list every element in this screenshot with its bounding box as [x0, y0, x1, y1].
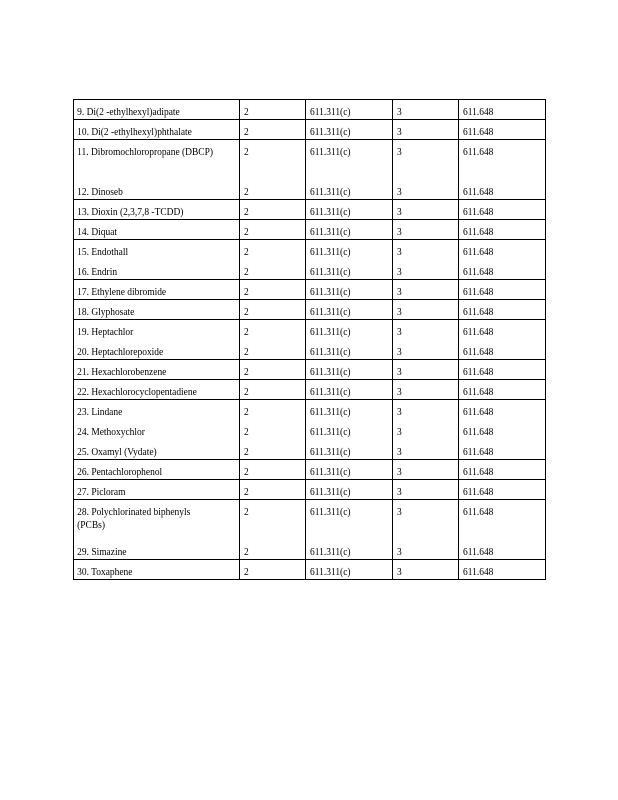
section-ref-cell: 611.311(c) [306, 540, 384, 560]
level-cell: 3 [393, 460, 452, 480]
substance-name-cell: 27. Picloram [74, 480, 223, 500]
phase-cell: 2 [240, 560, 299, 580]
method-ref-cell: 611.648 [459, 420, 537, 440]
level-cell: 3 [393, 200, 452, 220]
section-ref-cell: 611.311(c) [306, 560, 384, 580]
section-ref-cell: 611.311(c) [306, 100, 384, 120]
table-row [74, 440, 546, 460]
level-cell: 3 [393, 440, 452, 460]
substance-name-cell: 25. Oxamyl (Vydate) [74, 440, 223, 460]
level-cell: 3 [393, 220, 452, 240]
table-row [74, 540, 546, 560]
phase-cell: 2 [240, 320, 299, 340]
table-row [74, 380, 546, 400]
table-row [74, 560, 546, 580]
method-ref-cell: 611.648 [459, 380, 537, 400]
level-cell: 3 [393, 480, 452, 500]
table-row [74, 500, 546, 540]
method-ref-cell: 611.648 [459, 200, 537, 220]
section-ref-cell: 611.311(c) [306, 220, 384, 240]
section-ref-cell: 611.311(c) [306, 340, 384, 360]
phase-cell: 2 [240, 300, 299, 320]
substance-name-cell: 13. Dioxin (2,3,7,8 -TCDD) [74, 200, 223, 220]
level-cell: 3 [393, 100, 452, 120]
level-cell: 3 [393, 260, 452, 280]
table-row [74, 260, 546, 280]
level-cell: 3 [393, 140, 452, 180]
table-row [74, 120, 546, 140]
level-cell: 3 [393, 240, 452, 260]
method-ref-cell: 611.648 [459, 460, 537, 480]
level-cell: 3 [393, 360, 452, 380]
phase-cell: 2 [240, 180, 299, 200]
table-row [74, 300, 546, 320]
level-cell: 3 [393, 540, 452, 560]
section-ref-cell: 611.311(c) [306, 420, 384, 440]
phase-cell: 2 [240, 200, 299, 220]
phase-cell: 2 [240, 420, 299, 440]
table-row [74, 360, 546, 380]
substance-name-cell: 29. Simazine [74, 540, 223, 560]
table-row [74, 220, 546, 240]
substance-name-cell: 12. Dinoseb [74, 180, 223, 200]
method-ref-cell: 611.648 [459, 240, 537, 260]
substance-name-cell: 11. Dibromochloropropane (DBCP) [74, 140, 223, 180]
method-ref-cell: 611.648 [459, 560, 537, 580]
table-row [74, 180, 546, 200]
phase-cell: 2 [240, 140, 299, 180]
phase-cell: 2 [240, 460, 299, 480]
method-ref-cell: 611.648 [459, 180, 537, 200]
substance-name-cell: 26. Pentachlorophenol [74, 460, 223, 480]
level-cell: 3 [393, 300, 452, 320]
method-ref-cell: 611.648 [459, 220, 537, 240]
phase-cell: 2 [240, 400, 299, 420]
table-row [74, 140, 546, 180]
section-ref-cell: 611.311(c) [306, 380, 384, 400]
method-ref-cell: 611.648 [459, 340, 537, 360]
method-ref-cell: 611.648 [459, 440, 537, 460]
phase-cell: 2 [240, 500, 299, 540]
level-cell: 3 [393, 500, 452, 540]
level-cell: 3 [393, 180, 452, 200]
substance-name-cell: 28. Polychlorinated biphenyls (PCBs) [74, 500, 223, 540]
method-ref-cell: 611.648 [459, 400, 537, 420]
method-ref-cell: 611.648 [459, 280, 537, 300]
phase-cell: 2 [240, 380, 299, 400]
level-cell: 3 [393, 560, 452, 580]
table-row [74, 280, 546, 300]
method-ref-cell: 611.648 [459, 100, 537, 120]
phase-cell: 2 [240, 340, 299, 360]
method-ref-cell: 611.648 [459, 540, 537, 560]
level-cell: 3 [393, 420, 452, 440]
section-ref-cell: 611.311(c) [306, 260, 384, 280]
level-cell: 3 [393, 120, 452, 140]
level-cell: 3 [393, 340, 452, 360]
table-row [74, 400, 546, 420]
substance-name-cell: 20. Heptachlorepoxide [74, 340, 223, 360]
phase-cell: 2 [240, 120, 299, 140]
table-body [74, 100, 546, 580]
level-cell: 3 [393, 380, 452, 400]
table-row [74, 240, 546, 260]
substance-name-cell: 16. Endrin [74, 260, 223, 280]
table-row [74, 480, 546, 500]
method-ref-cell: 611.648 [459, 300, 537, 320]
phase-cell: 2 [240, 440, 299, 460]
substance-name-cell: 22. Hexachlorocyclopentadiene [74, 380, 223, 400]
phase-cell: 2 [240, 480, 299, 500]
substance-name-cell: 17. Ethylene dibromide [74, 280, 223, 300]
method-ref-cell: 611.648 [459, 480, 537, 500]
phase-cell: 2 [240, 240, 299, 260]
section-ref-cell: 611.311(c) [306, 320, 384, 340]
method-ref-cell: 611.648 [459, 320, 537, 340]
contaminant-table [73, 99, 546, 580]
table-row [74, 460, 546, 480]
table-row [74, 340, 546, 360]
substance-name-cell: 30. Toxaphene [74, 560, 223, 580]
section-ref-cell: 611.311(c) [306, 140, 384, 180]
phase-cell: 2 [240, 360, 299, 380]
section-ref-cell: 611.311(c) [306, 500, 384, 540]
phase-cell: 2 [240, 540, 299, 560]
substance-name-cell: 18. Glyphosate [74, 300, 223, 320]
table-row [74, 100, 546, 120]
section-ref-cell: 611.311(c) [306, 400, 384, 420]
section-ref-cell: 611.311(c) [306, 120, 384, 140]
substance-name-cell: 21. Hexachlorobenzene [74, 360, 223, 380]
method-ref-cell: 611.648 [459, 120, 537, 140]
phase-cell: 2 [240, 260, 299, 280]
section-ref-cell: 611.311(c) [306, 280, 384, 300]
phase-cell: 2 [240, 280, 299, 300]
level-cell: 3 [393, 320, 452, 340]
substance-name-cell: 10. Di(2 -ethylhexyl)phthalate [74, 120, 223, 140]
table-row [74, 320, 546, 340]
section-ref-cell: 611.311(c) [306, 480, 384, 500]
phase-cell: 2 [240, 220, 299, 240]
method-ref-cell: 611.648 [459, 360, 537, 380]
phase-cell: 2 [240, 100, 299, 120]
substance-name-cell: 24. Methoxychlor [74, 420, 223, 440]
substance-name-cell: 14. Diquat [74, 220, 223, 240]
substance-name-cell: 19. Heptachlor [74, 320, 223, 340]
substance-name-cell: 9. Di(2 -ethylhexyl)adipate [74, 100, 223, 120]
section-ref-cell: 611.311(c) [306, 200, 384, 220]
method-ref-cell: 611.648 [459, 260, 537, 280]
table-row [74, 420, 546, 440]
section-ref-cell: 611.311(c) [306, 240, 384, 260]
method-ref-cell: 611.648 [459, 500, 537, 540]
substance-name-cell: 23. Lindane [74, 400, 223, 420]
section-ref-cell: 611.311(c) [306, 300, 384, 320]
section-ref-cell: 611.311(c) [306, 180, 384, 200]
level-cell: 3 [393, 400, 452, 420]
section-ref-cell: 611.311(c) [306, 460, 384, 480]
level-cell: 3 [393, 280, 452, 300]
method-ref-cell: 611.648 [459, 140, 537, 180]
table-row [74, 200, 546, 220]
section-ref-cell: 611.311(c) [306, 440, 384, 460]
section-ref-cell: 611.311(c) [306, 360, 384, 380]
substance-name-cell: 15. Endothall [74, 240, 223, 260]
